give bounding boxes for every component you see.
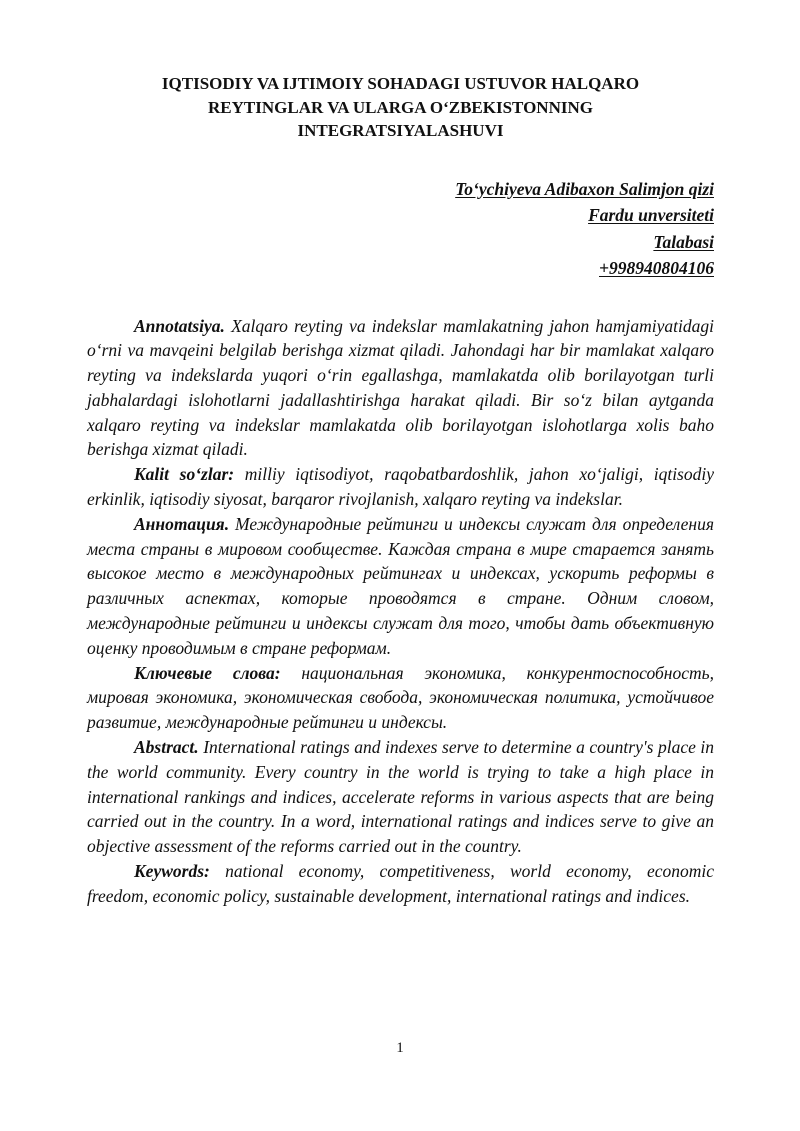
- author-university: Fardu unversiteti: [588, 205, 714, 225]
- annotation-ru-lead: Аннотация.: [134, 513, 230, 534]
- annotation-uz-lead: Annotatsiya.: [134, 315, 225, 336]
- abstract-en: [87, 735, 714, 859]
- abstract-en-lead: Abstract.: [134, 737, 199, 758]
- keywords-uz-lead: Kalit so‘zlar:: [134, 464, 235, 485]
- author-phone: +998940804106: [599, 258, 714, 278]
- keywords-ru-text: национальная экономика, конкурентоспособность, мировая экономика, экономическая свобода, экономическая политика, устойчивое развитие, международные рейтинги и индексы.: [87, 662, 714, 733]
- abstracts-section: [87, 314, 714, 909]
- annotation-uz-text: Xalqaro reyting va indekslar mamlakatning jahon hamjamiyatidagi o‘rni va mavqeini belgilab berishga xizmat qiladi. Jahondagi har bir mamlakat xalqaro reyting va indekslarda yuqori o‘rin egallashga, mamlakatda olib borilayotgan turli jabhalardagi islohotlarni jadallashtirishga harakat qiladi. Bir so‘z bilan aytganda xalqaro reyting va indekslar mamlakatda olib borilayotgan islohotlarga xolis baho berishga xizmat qiladi.: [87, 315, 714, 460]
- keywords-uz: [87, 462, 714, 512]
- keywords-en-text: national economy, competitiveness, world economy, economic freedom, economic policy, sustainable development, international ratings and indices.: [87, 861, 714, 906]
- author-name: To‘ychiyeva Adibaxon Salimjon qizi: [455, 178, 714, 199]
- author-position: Talabasi: [653, 231, 714, 252]
- annotation-ru-text: Международные рейтинги и индексы служат для определения места страны в мировом сообществе. Каждая страна в мире старается занять высокое место в международных рейтингах и индексах, ускорить реформы в различных аспектах, которые проводятся в стране. Одним словом, международные рейтинги и индексы служат для того, чтобы дать объективную оценку проводимым в стране реформам.: [87, 513, 714, 658]
- title-line-1: IQTISODIY VA IJTIMOIY SOHADAGI USTUVOR HALQARO: [161, 74, 640, 93]
- title-line-2: REYTINGLAR VA ULARGA O‘ZBEKISTONNING: [208, 97, 593, 117]
- keywords-en-lead: Keywords:: [134, 861, 210, 882]
- annotation-ru: [87, 512, 714, 661]
- title-line-3: INTEGRATSIYALASHUVI: [297, 121, 504, 140]
- paper-page: [87, 72, 714, 909]
- page-number: 1: [396, 1040, 404, 1056]
- annotation-uz: [87, 314, 714, 463]
- abstract-en-text: International ratings and indexes serve to determine a country's place in the world community. Every country in the world is trying to take a high place in international rankings and indices, accelerate reforms in various aspects that are being carried out in the country. In a word, international ratings and indices serve to give an objective assessment of the reforms carried out in the country.: [87, 737, 714, 857]
- keywords-en: [87, 859, 714, 909]
- keywords-uz-text: milliy iqtisodiyot, raqobatbardoshlik, jahon xo‘jaligi, iqtisodiy erkinlik, iqtisodiy siyosat, barqaror rivojlanish, xalqaro reyting va indekslar.: [87, 464, 714, 510]
- keywords-ru: [87, 661, 714, 735]
- author-block: [87, 176, 714, 282]
- paper-title: [87, 72, 714, 143]
- keywords-ru-lead: Ключевые слова:: [134, 662, 281, 683]
